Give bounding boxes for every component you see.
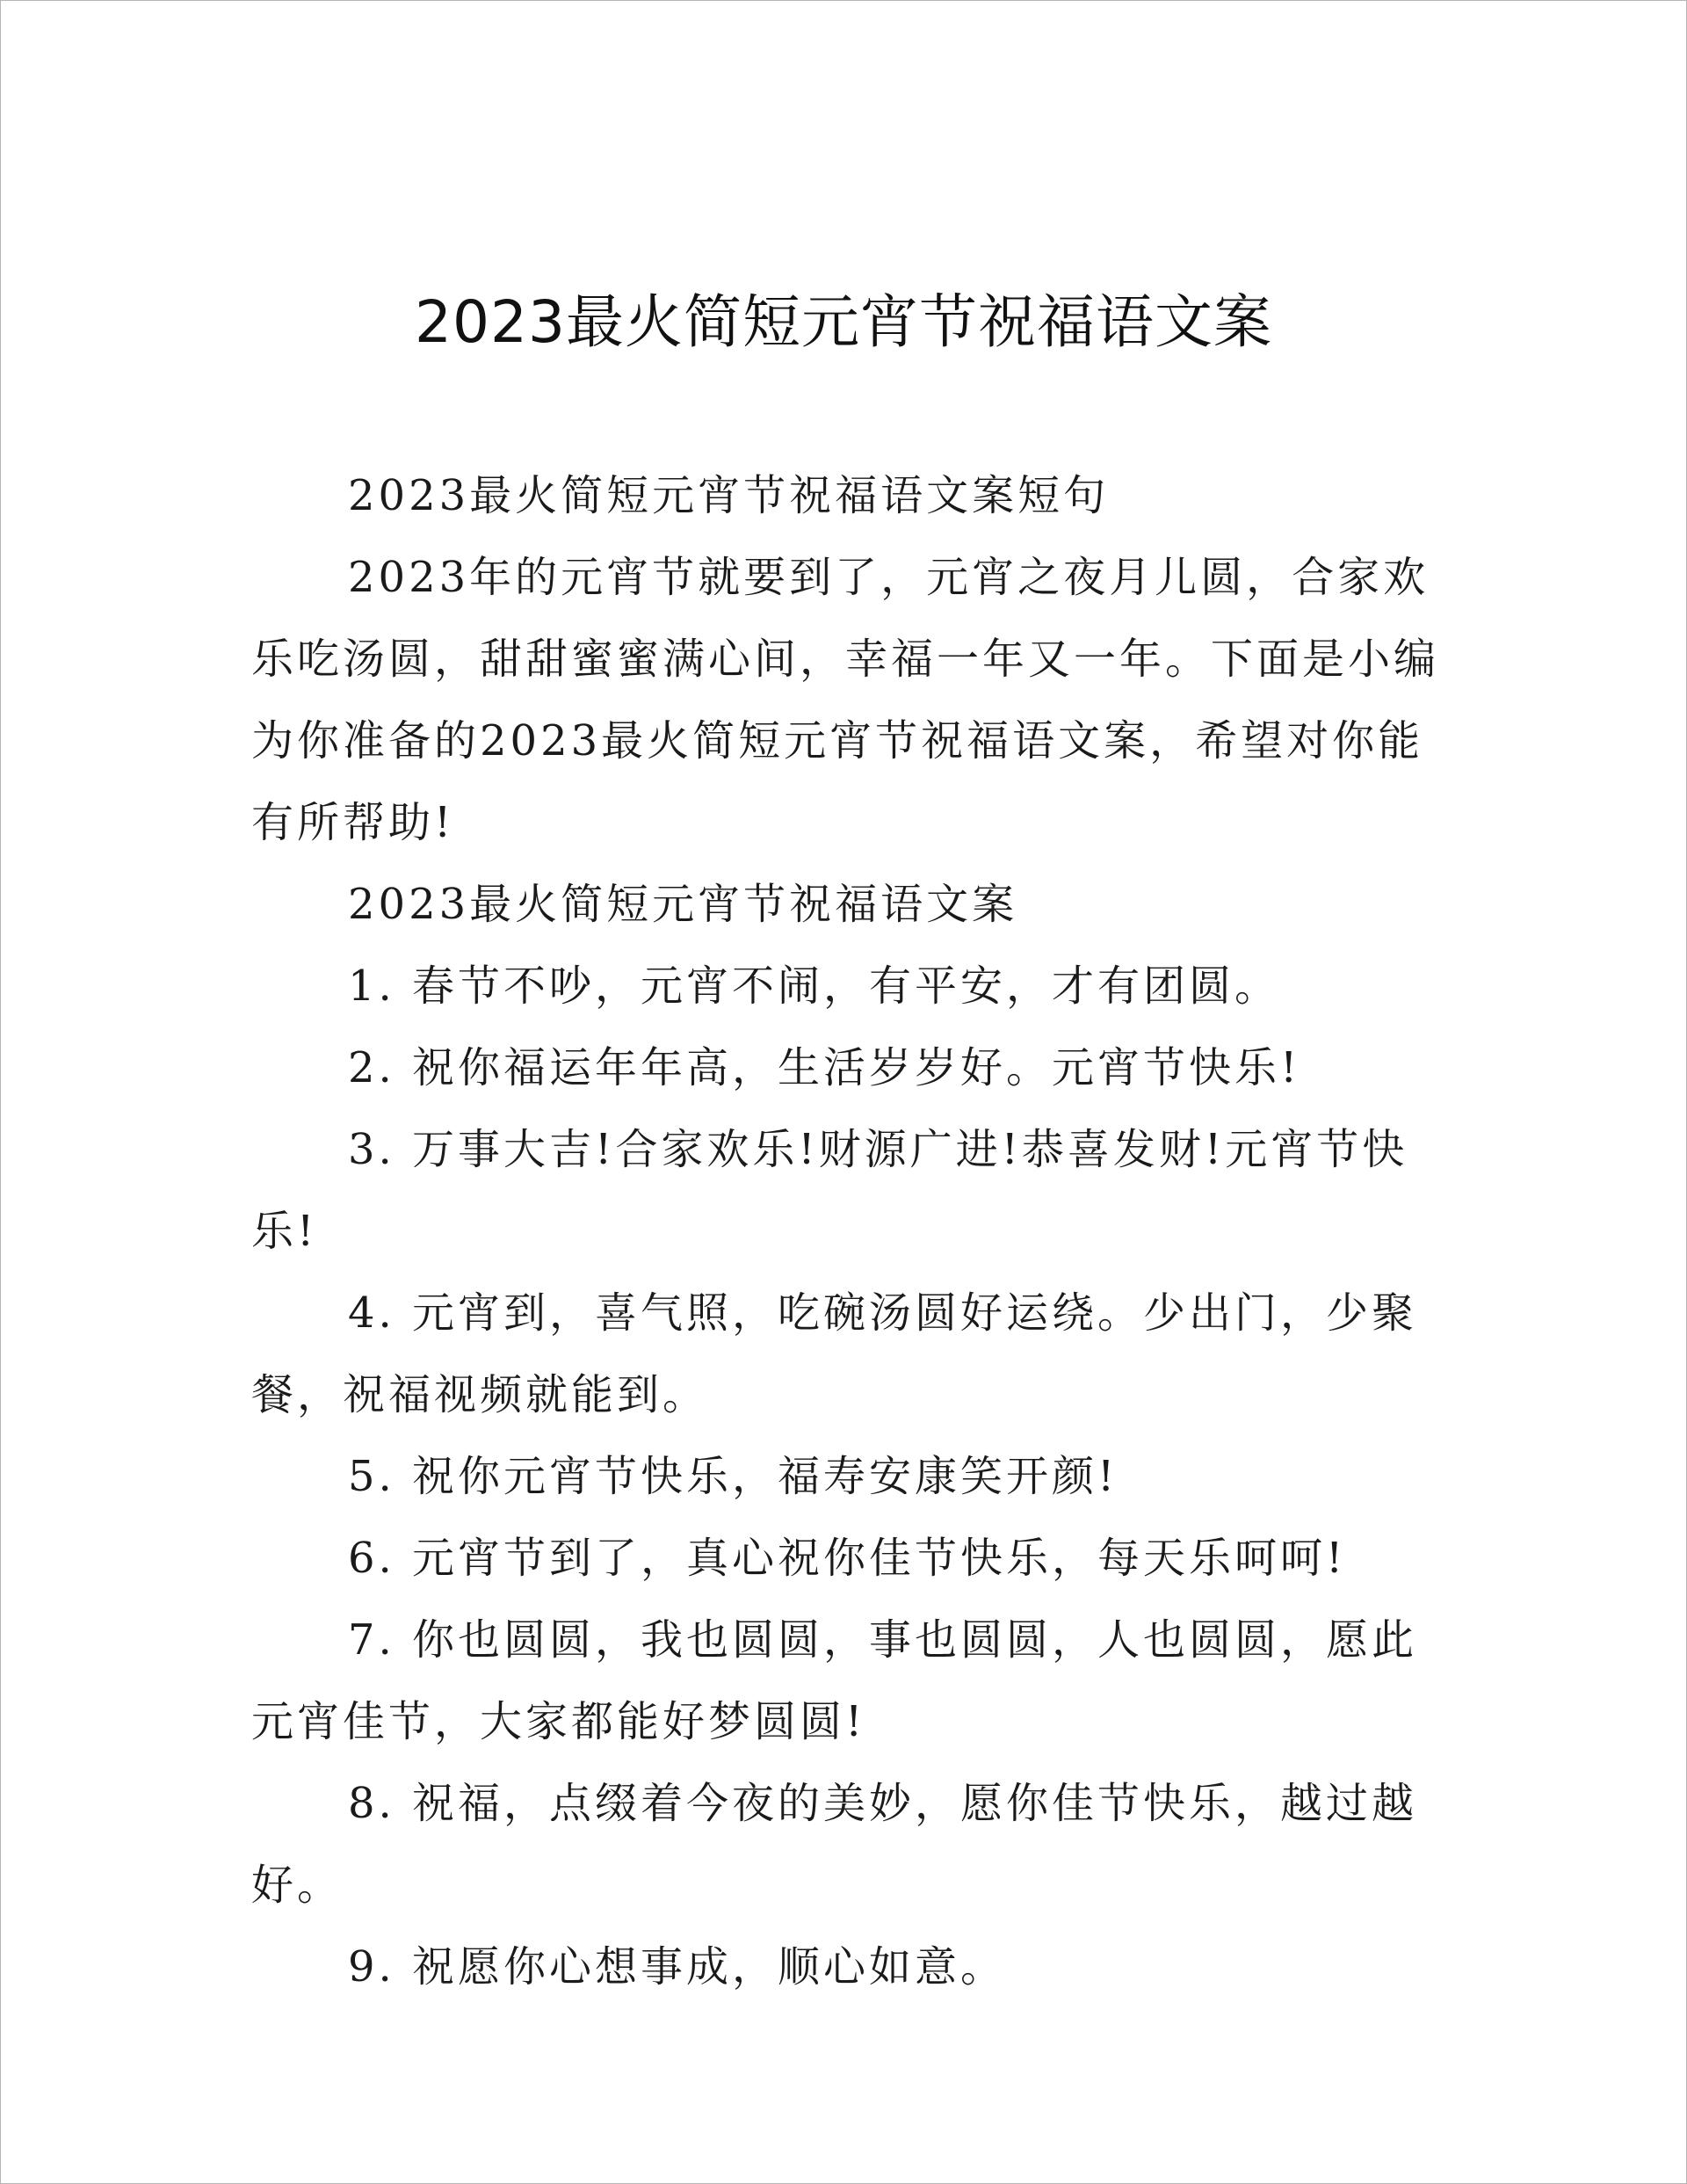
list-item: 8. 祝福，点缀着今夜的美妙，愿你佳节快乐，越过越好。: [251, 1779, 1418, 1910]
list-item: 6. 元宵节到了，真心祝你佳节快乐，每天乐呵呵!: [348, 1534, 1347, 1583]
list-item: 5. 祝你元宵节快乐，福寿安康笑开颜!: [348, 1452, 1119, 1501]
section-heading: 2023最火简短元宵节祝福语文案: [348, 880, 1018, 929]
document-title: 2023最火简短元宵节祝福语文案: [415, 288, 1272, 356]
list-item: 2. 祝你福运年年高，生活岁岁好。元宵节快乐!: [348, 1043, 1301, 1092]
list-item: 1. 春节不吵，元宵不闹，有平安，才有团圆。: [348, 961, 1281, 1011]
intro-paragraph: 2023年的元宵节就要到了，元宵之夜月儿圆，合家欢乐吃汤圆，甜甜蜜蜜满心间，幸福一年又一年。下面是小编为你准备的2023最火简短元宵节祝福语文案，希望对你能有所帮助!: [251, 553, 1440, 847]
list-item: 9. 祝愿你心想事成，顺心如意。: [348, 1942, 1007, 1992]
list-item: 3. 万事大吉!合家欢乐!财源广进!恭喜发财!元宵节快乐!: [251, 1125, 1408, 1256]
subtitle-paragraph: 2023最火简短元宵节祝福语文案短句: [348, 471, 1110, 520]
document-body: [251, 455, 1446, 2008]
list-item: 4. 元宵到，喜气照，吃碗汤圆好运绕。少出门，少聚餐，祝福视频就能到。: [251, 1288, 1418, 1419]
list-item: 7. 你也圆圆，我也圆圆，事也圆圆，人也圆圆，愿此元宵佳节，大家都能好梦圆圆!: [251, 1615, 1418, 1746]
